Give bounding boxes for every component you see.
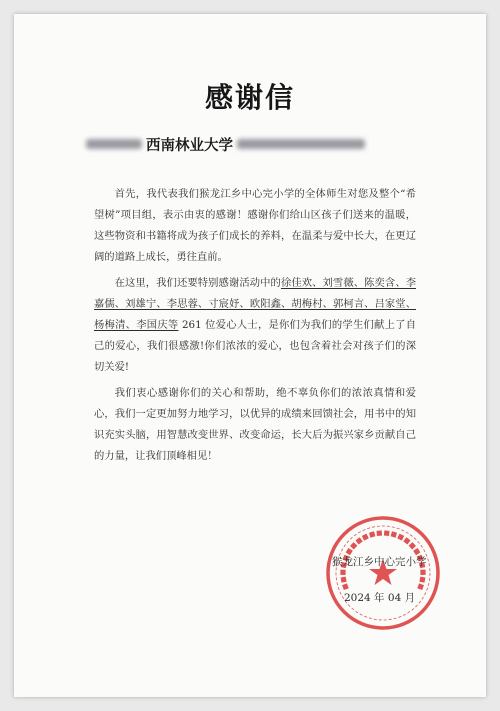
paragraph-2: [94, 273, 416, 378]
thanked-names: 徐佳欢、刘雪薇、陈奕含、李嘉儒、刘雄宁、李思蓉、寸宸妤、欧阳鑫、胡梅村、郭柯言、吕家堂、杨梅清、李国庆等: [94, 277, 417, 331]
recipient-name: 西南林业大学: [146, 137, 233, 154]
signature-block: [332, 554, 462, 634]
seal-rim-mark: [369, 531, 375, 537]
letter-title: 感谢信: [204, 81, 295, 114]
paragraph-3-text: 我们衷心感谢你们的关心和帮助，绝不辜负你们的浓浓真情和爱心，我们一定更加努力地学习，以优异的成绩来回馈社会，用书中的知识充实头脑，用智慧改变世界、改变命运，长大后为振兴家乡贡献自己的力量，让我们顶峰相见！: [94, 387, 416, 462]
seal-rim-mark: [355, 537, 362, 544]
seal-rim-mark: [362, 534, 369, 541]
signature-date: 2024 年 04 月: [344, 592, 416, 604]
redacted-prefix: [86, 139, 142, 149]
redacted-suffix: [237, 139, 365, 149]
seal-rim-mark: [350, 542, 357, 549]
seal-rim-mark: [409, 542, 416, 549]
letter-page: [14, 14, 486, 697]
seal-rim-mark: [391, 531, 397, 537]
seal-rim-mark: [403, 537, 410, 544]
seal-rim-mark: [376, 530, 382, 536]
seal-rim-mark: [384, 530, 390, 536]
signature-organization: 猴龙江乡中心完小学: [332, 556, 427, 568]
seal-rim-mark: [397, 534, 404, 541]
paragraph-2-intro: 在这里，我们还要特别感谢活动中的: [114, 277, 281, 289]
paragraph-1-text: 首先，我代表我们猴龙江乡中心完小学的全体师生对您及整个“希望树”项目组，表示由衷的感谢！感谢你们给山区孩子们送来的温暖，这些物资和书籍将成为孩子们成长的养料，在温柔与爱中长大，在更辽阔的道路上成长，勇往直前。: [94, 188, 416, 263]
letter-body: [94, 184, 416, 472]
recipient-line: [86, 132, 386, 156]
paragraph-3: [94, 383, 416, 467]
paragraph-2-rest: 261 位爱心人士，是你们为我们的学生们献上了自己的爱心，我们很感激!你们浓浓的爱心，也包含着社会对孩子们的深切关爱!: [94, 319, 417, 373]
paragraph-1: [94, 184, 416, 268]
